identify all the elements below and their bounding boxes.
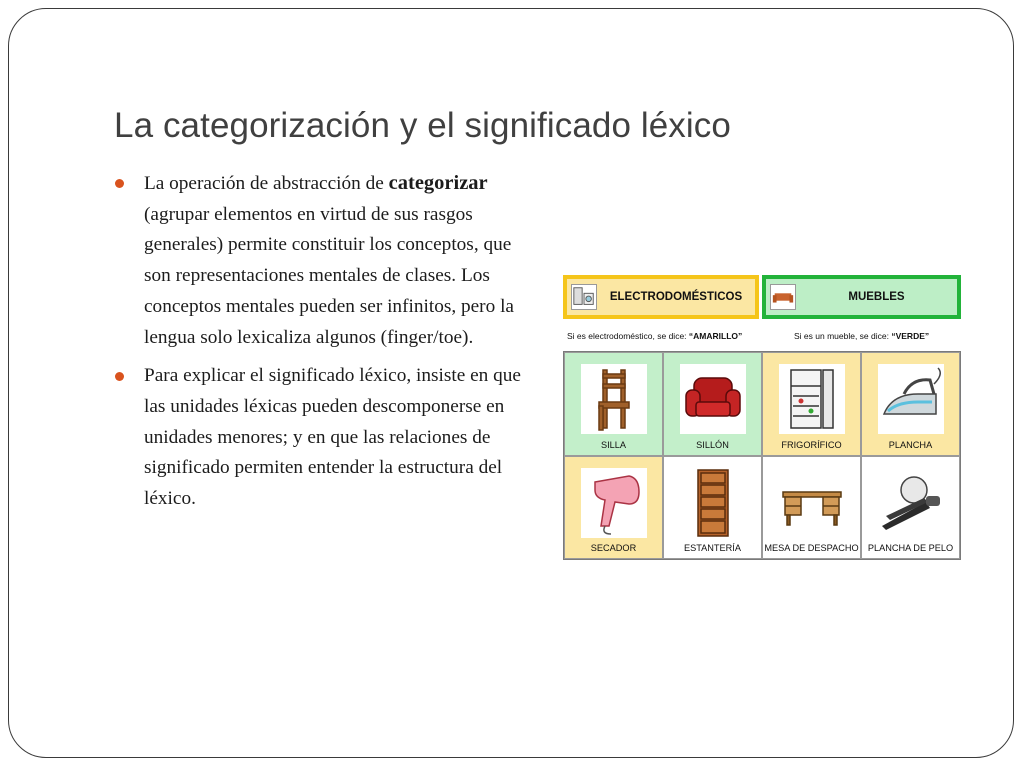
cell-label: SILLÓN <box>696 439 729 450</box>
bullet-dot-icon <box>115 179 124 188</box>
picto-cell <box>663 352 762 456</box>
cell-label: MESA DE DESPACHO <box>764 543 859 553</box>
hair-straightener-icon <box>878 468 944 538</box>
bullet-item <box>114 361 534 515</box>
sofa-icon <box>770 284 796 310</box>
bullet-text-after: (agrupar elementos en virtud de sus rasgos generales) permite constituir los conceptos, que son representaciones mentales de clases. Los conceptos mentales pueden ser infinitos, pero la lengua solo lexicaliza algunos (finger/toe). <box>144 203 514 348</box>
picto-cell <box>564 352 663 456</box>
picto-cell <box>861 352 960 456</box>
picto-cell <box>663 456 762 560</box>
bookshelf-icon <box>680 468 746 538</box>
bullet-text: Para explicar el significado léxico, insiste en que las unidades léxicas pueden descomponerse en unidades menores; y en que las relaciones de significado permiten entender la estructura del léxico. <box>144 365 521 510</box>
bullet-dot-icon <box>115 372 124 381</box>
cell-label: SECADOR <box>590 543 637 553</box>
cell-label: FRIGORÍFICO <box>781 439 842 450</box>
armchair-icon <box>680 364 746 434</box>
bullet-list <box>114 168 534 523</box>
header-muebles <box>762 275 961 319</box>
chair-icon <box>581 364 647 434</box>
cell-label: PLANCHA DE PELO <box>867 543 954 553</box>
rule-muebles <box>794 331 929 341</box>
rule-muebles-word: “VERDE” <box>891 331 930 341</box>
picto-cell <box>861 456 960 560</box>
bullet-item <box>114 168 534 353</box>
cell-label: PLANCHA <box>888 439 933 450</box>
rule-electro-word: “AMARILLO” <box>688 331 743 341</box>
rule-electro-text: Si es electrodoméstico, se dice: <box>567 331 689 341</box>
picto-board <box>563 275 963 561</box>
fridge-icon <box>779 364 845 434</box>
bullet-text-before: La operación de abstracción de <box>144 173 389 194</box>
header-electrodomesticos <box>563 275 759 319</box>
cell-label: ESTANTERÍA <box>683 543 741 553</box>
rule-muebles-text: Si es un mueble, se dice: <box>794 331 892 341</box>
slide-title: La categorización y el significado léxico <box>114 106 731 145</box>
header-muebles-label: MUEBLES <box>848 291 905 303</box>
cell-label: SILLA <box>600 439 627 450</box>
hairdryer-icon <box>581 468 647 538</box>
picto-cell <box>762 456 861 560</box>
appliances-icon <box>571 284 597 310</box>
picto-cell <box>762 352 861 456</box>
desk-icon <box>779 468 845 538</box>
bullet-bold-term: categorizar <box>388 172 488 194</box>
header-electro-label: ELECTRODOMÉSTICOS <box>609 291 743 303</box>
picto-grid <box>563 351 961 560</box>
picto-cell <box>564 456 663 560</box>
iron-icon <box>878 364 944 434</box>
rule-electro <box>567 331 742 341</box>
